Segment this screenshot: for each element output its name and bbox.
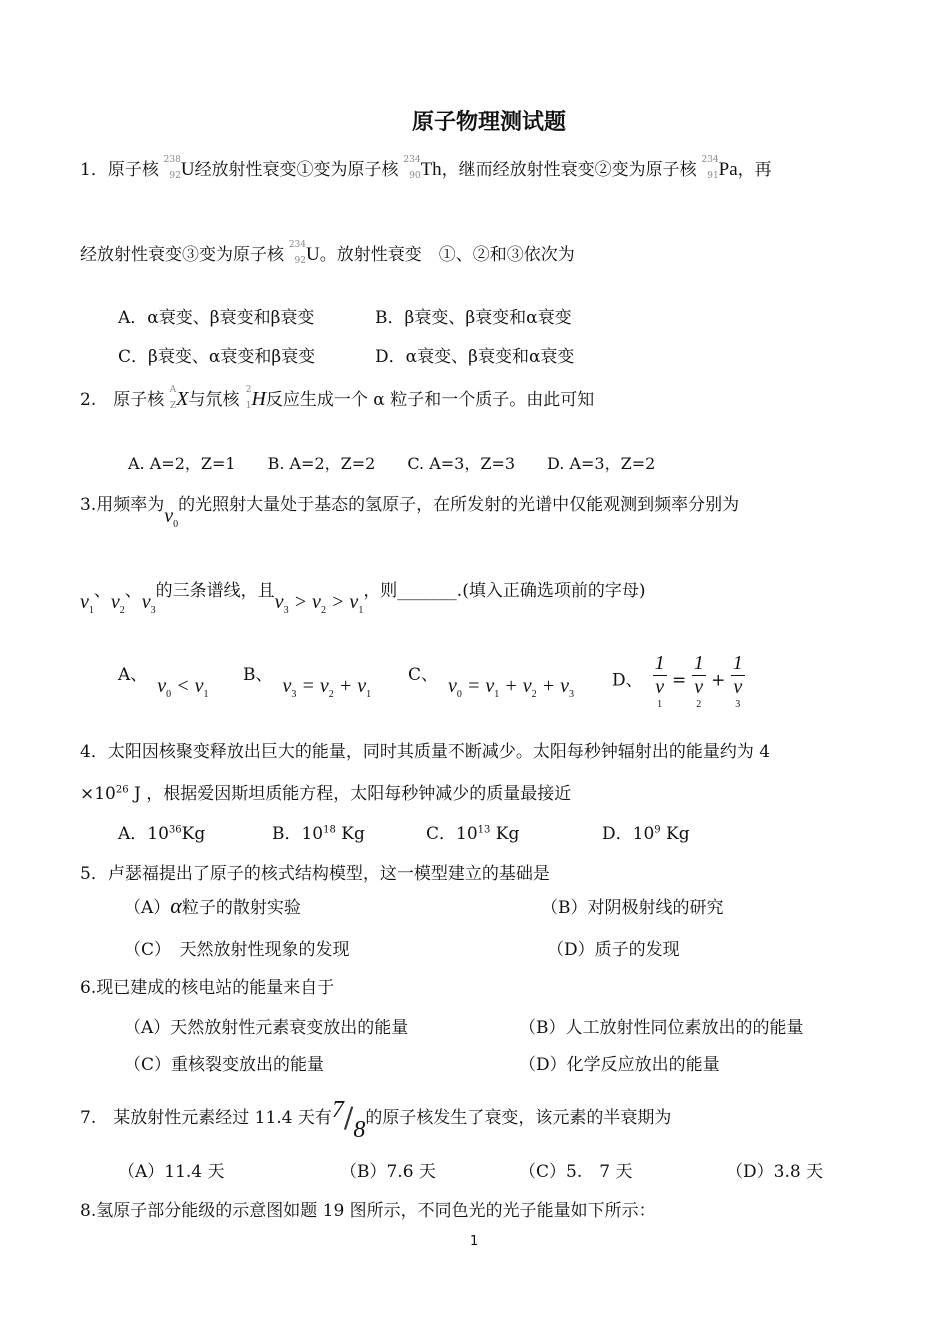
q7-option-a: （A）11.4 天 bbox=[118, 1162, 225, 1182]
q1-option-b: B．β衰变、β衰变和α衰变 bbox=[375, 308, 572, 328]
page-number: 1 bbox=[470, 1234, 479, 1249]
nuclide-deuterium: 2 1 bbox=[245, 385, 252, 411]
nuclide-th234: 234 90 bbox=[403, 155, 421, 181]
q6-option-b: （B）人工放射性同位素放出的的能量 bbox=[519, 1018, 804, 1038]
q1-text: 1．原子核 bbox=[80, 160, 159, 180]
q1-option-d: D．α衰变、β衰变和α衰变 bbox=[375, 347, 575, 367]
q5-option-c: （C） 天然放射性现象的发现 bbox=[124, 940, 350, 960]
q7-option-d: （D）3.8 天 bbox=[726, 1162, 824, 1182]
q5-option-a: （A）α粒子的散射实验 bbox=[124, 893, 301, 918]
q5-option-b: （B）对阴极射线的研究 bbox=[541, 898, 724, 918]
question-2: 2. 原子核 A Z X与氘核 2 1 H反应生成一个 α 粒子和一个质子。由此可知 bbox=[80, 385, 595, 411]
q7-option-b: （B）7.6 天 bbox=[340, 1162, 436, 1182]
question-3-line-1: 3.用频率为$v_0$的光照射大量处于基态的氢原子，在所发射的光谱中仅能观测到频率分别为 bbox=[80, 495, 740, 530]
question-5: 5．卢瑟福提出了原子的核式结构模型，这一模型建立的基础是 bbox=[80, 864, 550, 884]
q3-option-c: C、 $v_0 = v_1 + v_2 + v_3$ bbox=[408, 665, 575, 700]
nuclide-x: A Z bbox=[169, 385, 177, 411]
question-1-line-1: 1．原子核 238 92 U经放射性衰变①变为原子核 234 90 Th，继而经放射性衰变②变为原子核 234 91 Pa，再 bbox=[80, 155, 772, 181]
q4-option-d: D．$10^9$ Kg bbox=[602, 824, 690, 844]
nuclide-u238: 238 92 bbox=[163, 155, 181, 181]
q3-option-a: A、 $v_0 < v_1$ bbox=[118, 665, 209, 700]
q3-option-b: B、 $v_3 = v_2 + v_1$ bbox=[243, 665, 372, 700]
question-8: 8.氢原子部分能级的示意图如题 19 图所示，不同色光的光子能量如下所示： bbox=[80, 1201, 656, 1221]
q3-option-d: D、 1 v 1 = 1 v 2 + 1 v 3 bbox=[612, 652, 743, 710]
question-1-line-2: 经放射性衰变③变为原子核 234 92 U。放射性衰变 ①、②和③依次为 bbox=[80, 240, 575, 266]
q1-option-c: C．β衰变、α衰变和β衰变 bbox=[118, 347, 316, 367]
question-6: 6.现已建成的核电站的能量来自于 bbox=[80, 978, 335, 998]
page-title: 原子物理测试题 bbox=[412, 110, 567, 135]
q6-option-d: （D）化学反应放出的能量 bbox=[519, 1055, 720, 1075]
q7-option-c: （C）5. 7 天 bbox=[519, 1162, 633, 1182]
q4-option-a: A．$10^{36}Kg$ bbox=[118, 824, 206, 844]
q2-options: A. A=2，Z=1 B. A=2，Z=2 C. A=3，Z=3 D. A=3，Z=2 bbox=[128, 454, 656, 473]
question-7: 7. 某放射性元素经过 11.4 天有7∕8的原子核发生了衰变，该元素的半衰期为 bbox=[80, 1097, 672, 1143]
q4-option-b: B．$10^{18}$ Kg bbox=[272, 824, 365, 844]
question-3-line-2: $v_1$、$v_2$、$v_3$的三条谱线，且$v_3 > v_2 > v_1$，则_______.(填入正确选项前的字母) bbox=[80, 581, 646, 616]
q1-text: 经放射性衰变①变为原子核 bbox=[194, 160, 399, 180]
question-4-line-2: $\times 10^{26}$ J ，根据爱因斯坦质能方程，太阳每秒钟减少的质量最接近 bbox=[80, 784, 572, 804]
q6-option-c: （C）重核裂变放出的能量 bbox=[124, 1055, 325, 1075]
q5-option-d: （D）质子的发现 bbox=[547, 940, 680, 960]
nuclide-u234: 234 92 bbox=[288, 240, 306, 266]
q6-option-a: （A）天然放射性元素衰变放出的能量 bbox=[124, 1018, 409, 1038]
q1-option-a: A．α衰变、β衰变和β衰变 bbox=[118, 308, 315, 328]
question-4-line-1: 4．太阳因核聚变释放出巨大的能量，同时其质量不断减少。太阳每秒钟辐射出的能量约为 4 bbox=[80, 742, 771, 762]
q1-text: ，继而经放射性衰变②变为原子核 bbox=[441, 160, 697, 180]
nuclide-pa234: 234 91 bbox=[701, 155, 719, 181]
q4-option-c: C．$10^{13}$ Kg bbox=[426, 824, 520, 844]
